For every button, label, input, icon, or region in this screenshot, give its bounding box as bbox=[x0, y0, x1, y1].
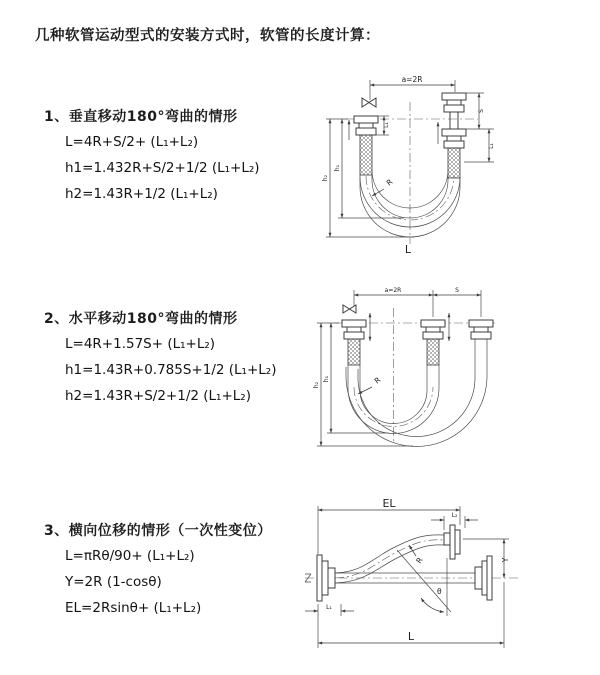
section1-formula-h1: h1=1.432R+S/2+1/2 (L₁+L₂) bbox=[65, 160, 260, 176]
section1-formula-L: L=4R+S/2+ (L₁+L₂) bbox=[65, 134, 199, 150]
radius-callout bbox=[358, 375, 382, 394]
hose-u-bend bbox=[360, 170, 460, 237]
braided-hose-2 bbox=[427, 339, 439, 365]
dimension-h2 bbox=[313, 323, 413, 446]
flange-right-upper bbox=[444, 525, 460, 559]
section1-formula-h2: h2=1.43R+1/2 (L₁+L₂) bbox=[65, 186, 218, 202]
braided-hose-left bbox=[360, 135, 372, 175]
flange-fitting-right-upper bbox=[442, 93, 466, 129]
dim-label-r: R bbox=[384, 177, 395, 188]
dim-label-l: L bbox=[407, 630, 415, 643]
dim-label-l1: L₁ bbox=[383, 122, 390, 128]
braided-hose-right bbox=[448, 148, 460, 178]
dim-label-l2: L₂ bbox=[451, 512, 458, 519]
section3-formula-Y: Y=2R (1-cosθ) bbox=[65, 574, 162, 590]
dimension-el bbox=[318, 497, 460, 554]
dim-label-r: R bbox=[414, 555, 425, 566]
page-title: 几种软管运动型式的安装方式时，软管的长度计算： bbox=[35, 28, 380, 44]
dimension-l bbox=[318, 582, 504, 648]
section2-heading: 2、水平移动180°弯曲的情形 bbox=[44, 311, 238, 327]
dim-label-r: R bbox=[372, 375, 383, 386]
dim-label-l-bottom: L bbox=[404, 243, 412, 256]
dim-label-h1: h₁ bbox=[323, 375, 330, 383]
dim-label-l1b: L₁ bbox=[488, 143, 495, 149]
section-vertical-move bbox=[44, 106, 344, 216]
section2-formula-h2: h2=1.43R+S/2+1/2 (L₁+L₂) bbox=[65, 388, 251, 404]
flange-fitting-right-lower bbox=[442, 129, 466, 178]
braided-hose-1 bbox=[348, 339, 360, 365]
dim-label-h2: h₂ bbox=[322, 174, 329, 182]
section-lateral-displacement bbox=[44, 520, 344, 630]
section3-heading: 3、横向位移的情形（一次性变位） bbox=[44, 523, 272, 539]
dim-label-s: S bbox=[478, 109, 485, 113]
dim-label-h2: h₂ bbox=[313, 381, 320, 389]
dimension-l1-right bbox=[464, 129, 495, 162]
section2-formula-L: L=4R+1.57S+ (L₁+L₂) bbox=[65, 336, 216, 352]
flange-fitting-left bbox=[354, 116, 378, 175]
dimension-a2r bbox=[354, 287, 481, 317]
radius-callout bbox=[409, 545, 425, 565]
valve-icon bbox=[343, 305, 356, 313]
hose-u-displaced bbox=[346, 367, 487, 447]
diagram-vertical-move-180 bbox=[318, 72, 518, 257]
section3-formula-EL: EL=2Rsinθ+ (L₁+L₂) bbox=[65, 600, 202, 616]
dim-label-a2r: a=2R bbox=[384, 287, 402, 294]
diagram-horizontal-move-180 bbox=[313, 283, 538, 458]
dim-label-el: EL bbox=[382, 497, 396, 510]
flange-right-lower bbox=[475, 556, 492, 600]
dim-label-theta: θ bbox=[437, 587, 442, 596]
dim-label-a2r: a=2R bbox=[401, 75, 423, 84]
flange-fitting-2 bbox=[421, 320, 445, 365]
flange-fitting-3 bbox=[469, 320, 493, 378]
diagram-lateral-displacement bbox=[303, 498, 573, 658]
dim-label-h1: h₁ bbox=[334, 164, 341, 172]
section-horizontal-move bbox=[44, 308, 344, 418]
dim-label-s: S bbox=[455, 287, 459, 294]
flange-left bbox=[317, 555, 335, 601]
section1-heading: 1、垂直移动180°弯曲的情形 bbox=[44, 109, 238, 125]
dimension-s bbox=[466, 93, 494, 129]
dim-label-l1: L₁ bbox=[326, 604, 332, 611]
hose-displaced-curve bbox=[335, 535, 444, 583]
section2-formula-h1: h1=1.43R+0.785S+1/2 (L₁+L₂) bbox=[65, 362, 277, 378]
valve-icon bbox=[362, 98, 376, 107]
dim-label-y: Y bbox=[501, 557, 510, 563]
dimension-l1 bbox=[305, 604, 354, 616]
section3-formula-L: L=πRθ/90+ (L₁+L₂) bbox=[65, 548, 195, 564]
flange-fitting-1 bbox=[342, 320, 366, 365]
